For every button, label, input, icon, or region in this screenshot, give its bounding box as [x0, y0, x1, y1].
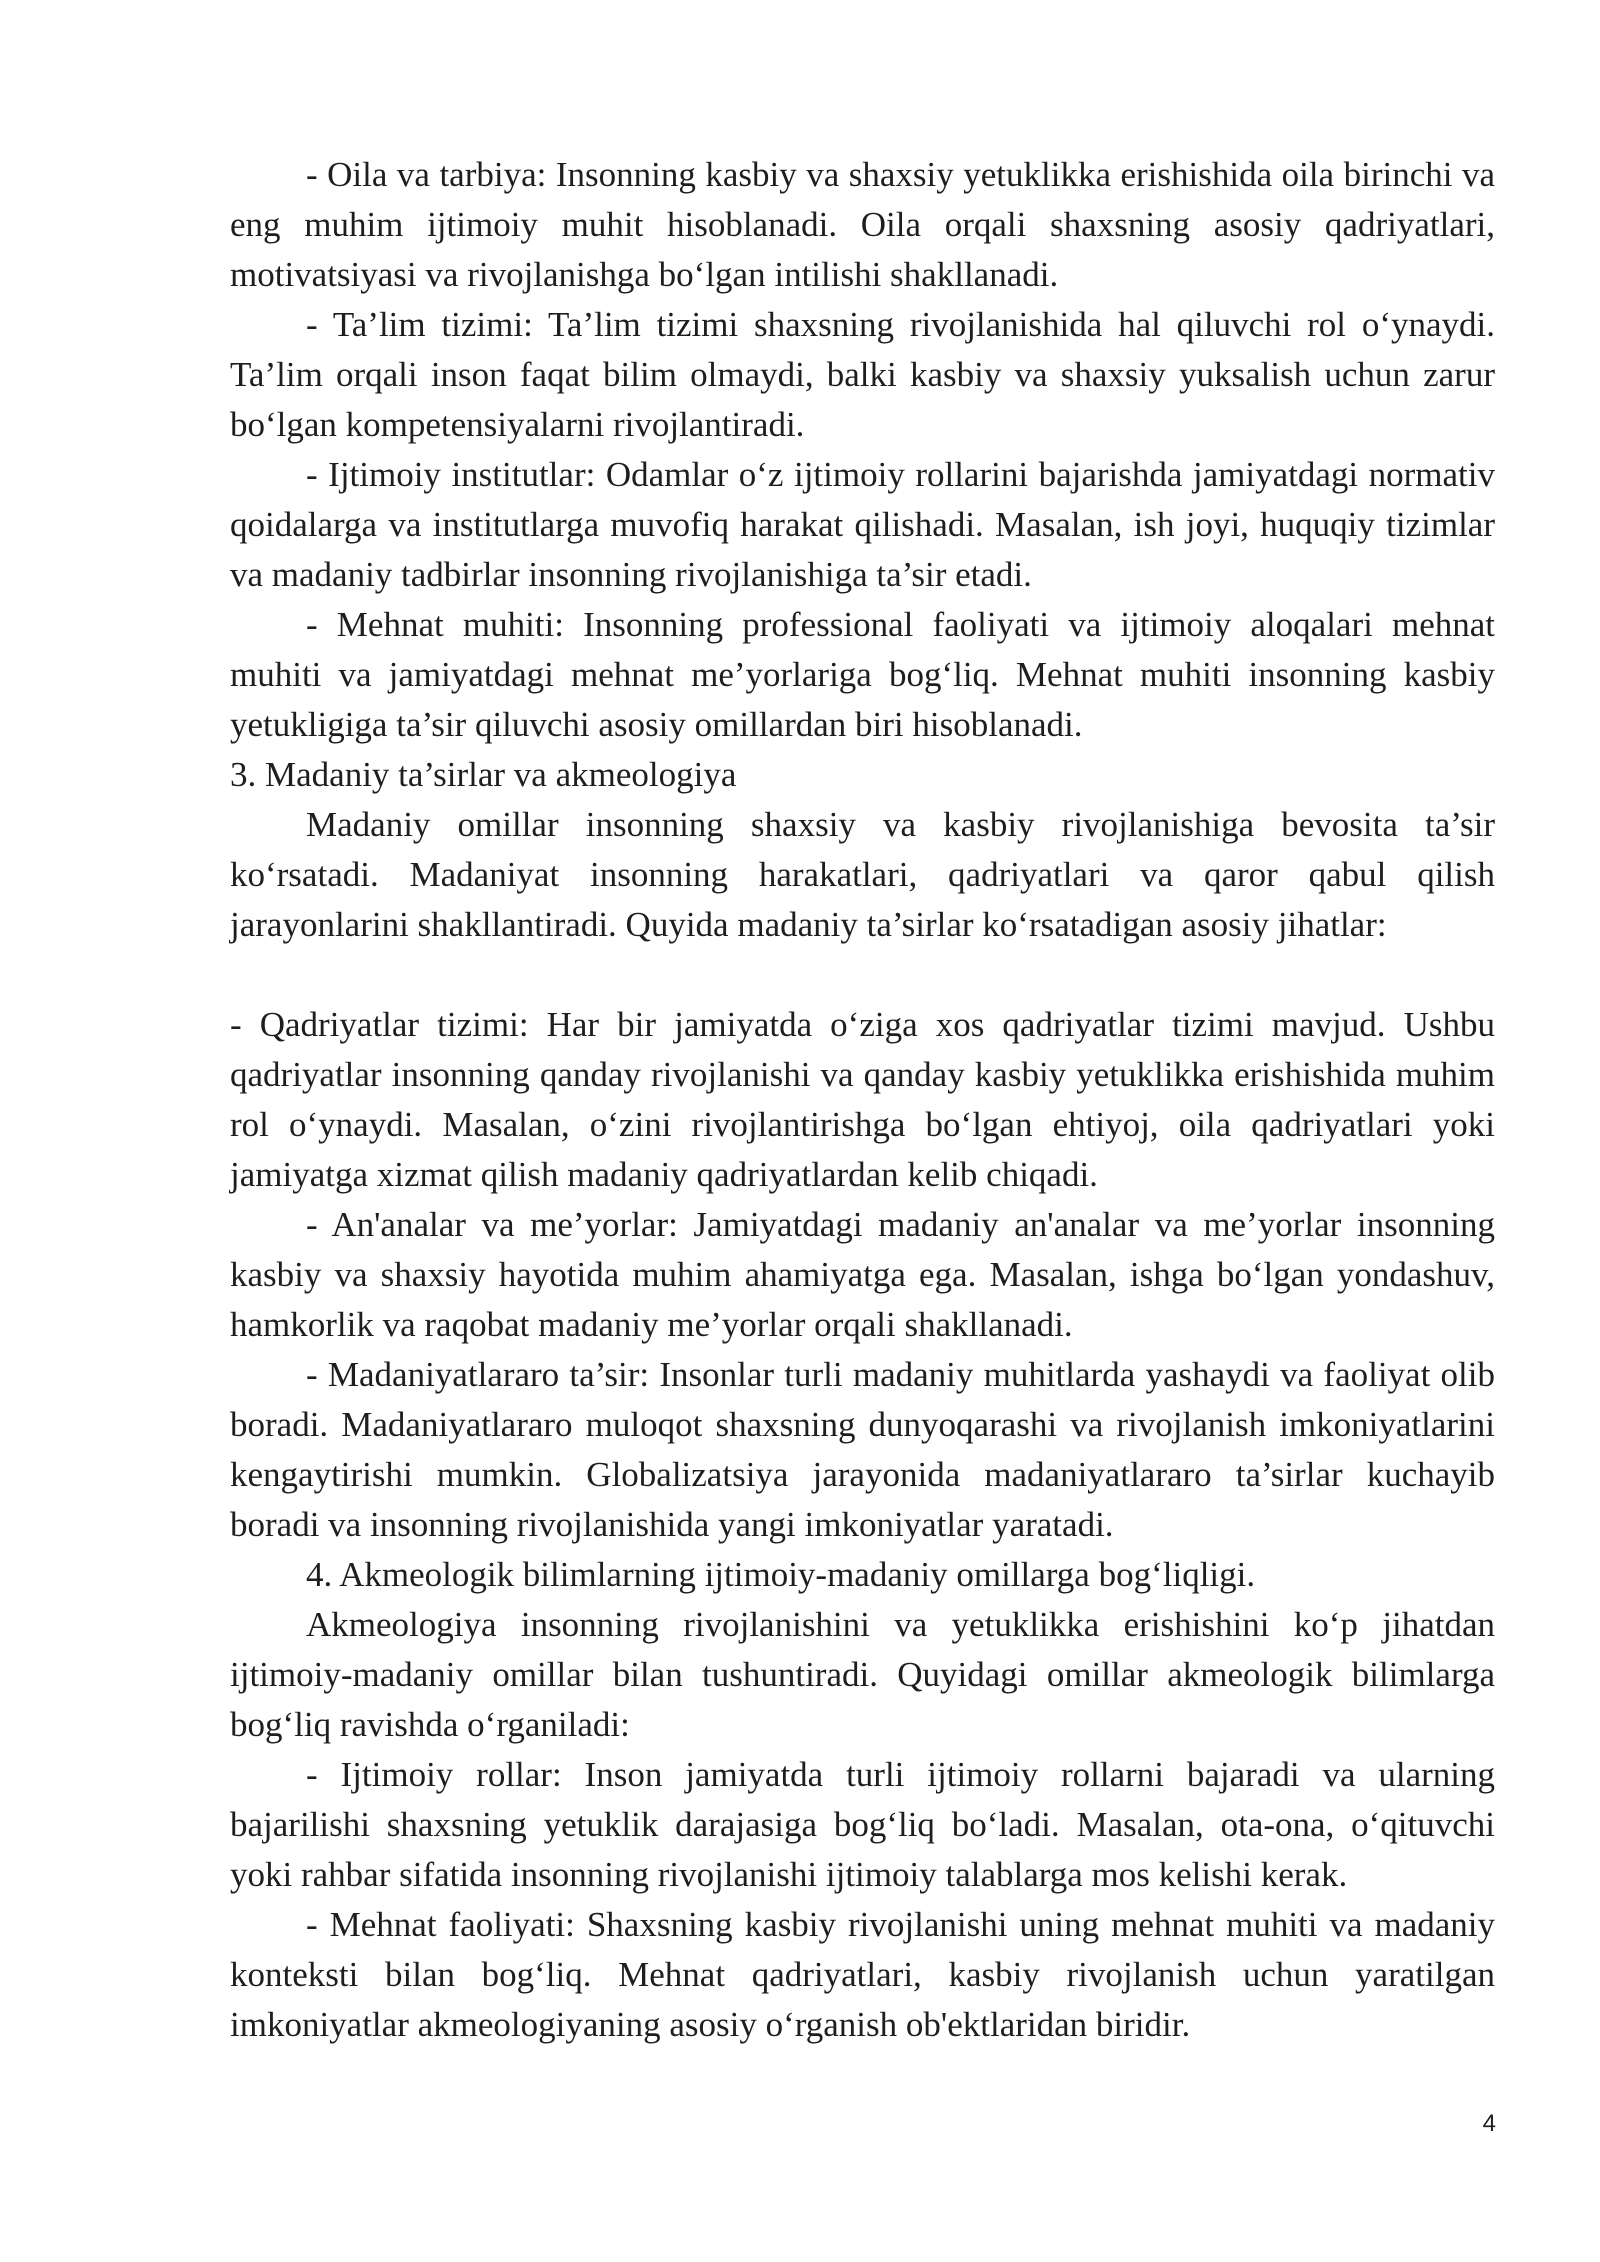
paragraph-ananalar-va-meyorlar: - An'analar va me’yorlar: Jamiyatdagi madaniy an'analar va me’yorlar insonning kasbiy va shaxsiy hayotida muhim ahamiyatga ega. Masalan, ishga bo‘lgan yondashuv, hamkorlik va raqobat madaniy me’yorlar orqali shakllanadi. [230, 1205, 1495, 1344]
paragraph-ijtimoiy-rollar: - Ijtimoiy rollar: Inson jamiyatda turli ijtimoiy rollarni bajaradi va ularning bajarilishi shaxsning yetuklik darajasiga bog‘liq bo‘ladi. Masalan, ota-ona, o‘qituvchi yoki rahbar sifatida insonning rivojlanishi ijtimoiy talablarga mos kelishi kerak. [230, 1755, 1495, 1894]
paragraph-mehnat-faoliyati: - Mehnat faoliyati: Shaxsning kasbiy rivojlanishi uning mehnat muhiti va madaniy konteksti bilan bog‘liq. Mehnat qadriyatlari, kasbiy rivojlanish uchun yaratilgan imkoniyatlar akmeologiyaning asosiy o‘rganish ob'ektlaridan biridir. [230, 1905, 1495, 2044]
section-heading-3: 3. Madaniy ta’sirlar va akmeologiya [230, 755, 737, 794]
paragraph-oila-va-tarbiya: - Oila va tarbiya: Insonning kasbiy va shaxsiy yetuklikka erishishida oila birinchi va eng muhim ijtimoiy muhit hisoblanadi. Oila orqali shaxsning asosiy qadriyatlari, motivatsiyasi va rivojlanishga bo‘lgan intilishi shakllanadi. [230, 155, 1495, 294]
paragraph-mehnat-muhiti: - Mehnat muhiti: Insonning professional faoliyati va ijtimoiy aloqalari mehnat muhiti va jamiyatdagi mehnat me’yorlariga bog‘liq. Mehnat muhiti insonning kasbiy yetukligiga ta’sir qiluvchi asosiy omillardan biri hisoblanadi. [230, 605, 1495, 744]
paragraph-ijtimoiy-institutlar: - Ijtimoiy institutlar: Odamlar o‘z ijtimoiy rollarini bajarishda jamiyatdagi normativ qoidalarga va institutlarga muvofiq harakat qilishadi. Masalan, ish joyi, huquqiy tizimlar va madaniy tadbirlar insonning rivojlanishiga ta’sir etadi. [230, 455, 1495, 594]
paragraph-qadriyatlar-tizimi: - Qadriyatlar tizimi: Har bir jamiyatda o‘ziga xos qadriyatlar tizimi mavjud. Ushbu qadriyatlar insonning qanday rivojlanishi va qanday kasbiy yetuklikka erishishida muhim rol o‘ynaydi. Masalan, o‘zini rivojlantirishga bo‘lgan ehtiyoj, oila qadriyatlari yoki jamiyatga xizmat qilish madaniy qadriyatlardan kelib chiqadi. [230, 1005, 1495, 1194]
page-number: 4 [1482, 2110, 1496, 2137]
document-page [230, 150, 1495, 2050]
paragraph-talim-tizimi: - Ta’lim tizimi: Ta’lim tizimi shaxsning rivojlanishida hal qiluvchi rol o‘ynaydi. Ta’lim orqali inson faqat bilim olmaydi, balki kasbiy va shaxsiy yuksalish uchun zarur bo‘lgan kompetensiyalarni rivojlantiradi. [230, 305, 1495, 444]
paragraph-madaniy-omillar: Madaniy omillar insonning shaxsiy va kasbiy rivojlanishiga bevosita ta’sir ko‘rsatadi. Madaniyat insonning harakatlari, qadriyatlari va qaror qabul qilish jarayonlarini shakllantiradi. Quyida madaniy ta’sirlar ko‘rsatadigan asosiy jihatlar: [230, 805, 1495, 944]
section-heading-4: 4. Akmeologik bilimlarning ijtimoiy-madaniy omillarga bog‘liqligi. [306, 1555, 1256, 1594]
paragraph-madaniyatlararo-tasir: - Madaniyatlararo ta’sir: Insonlar turli madaniy muhitlarda yashaydi va faoliyat olib boradi. Madaniyatlararo muloqot shaxsning dunyoqarashi va rivojlanish imkoniyatlarini kengaytirishi mumkin. Globalizatsiya jarayonida madaniyatlararo ta’sirlar kuchayib boradi va insonning rivojlanishida yangi imkoniyatlar yaratadi. [230, 1355, 1495, 1544]
paragraph-akmeologiya: Akmeologiya insonning rivojlanishini va yetuklikka erishishini ko‘p jihatdan ijtimoiy-madaniy omillar bilan tushuntiradi. Quyidagi omillar akmeologik bilimlarga bog‘liq ravishda o‘rganiladi: [230, 1605, 1495, 1744]
blank-line [230, 950, 1495, 1000]
